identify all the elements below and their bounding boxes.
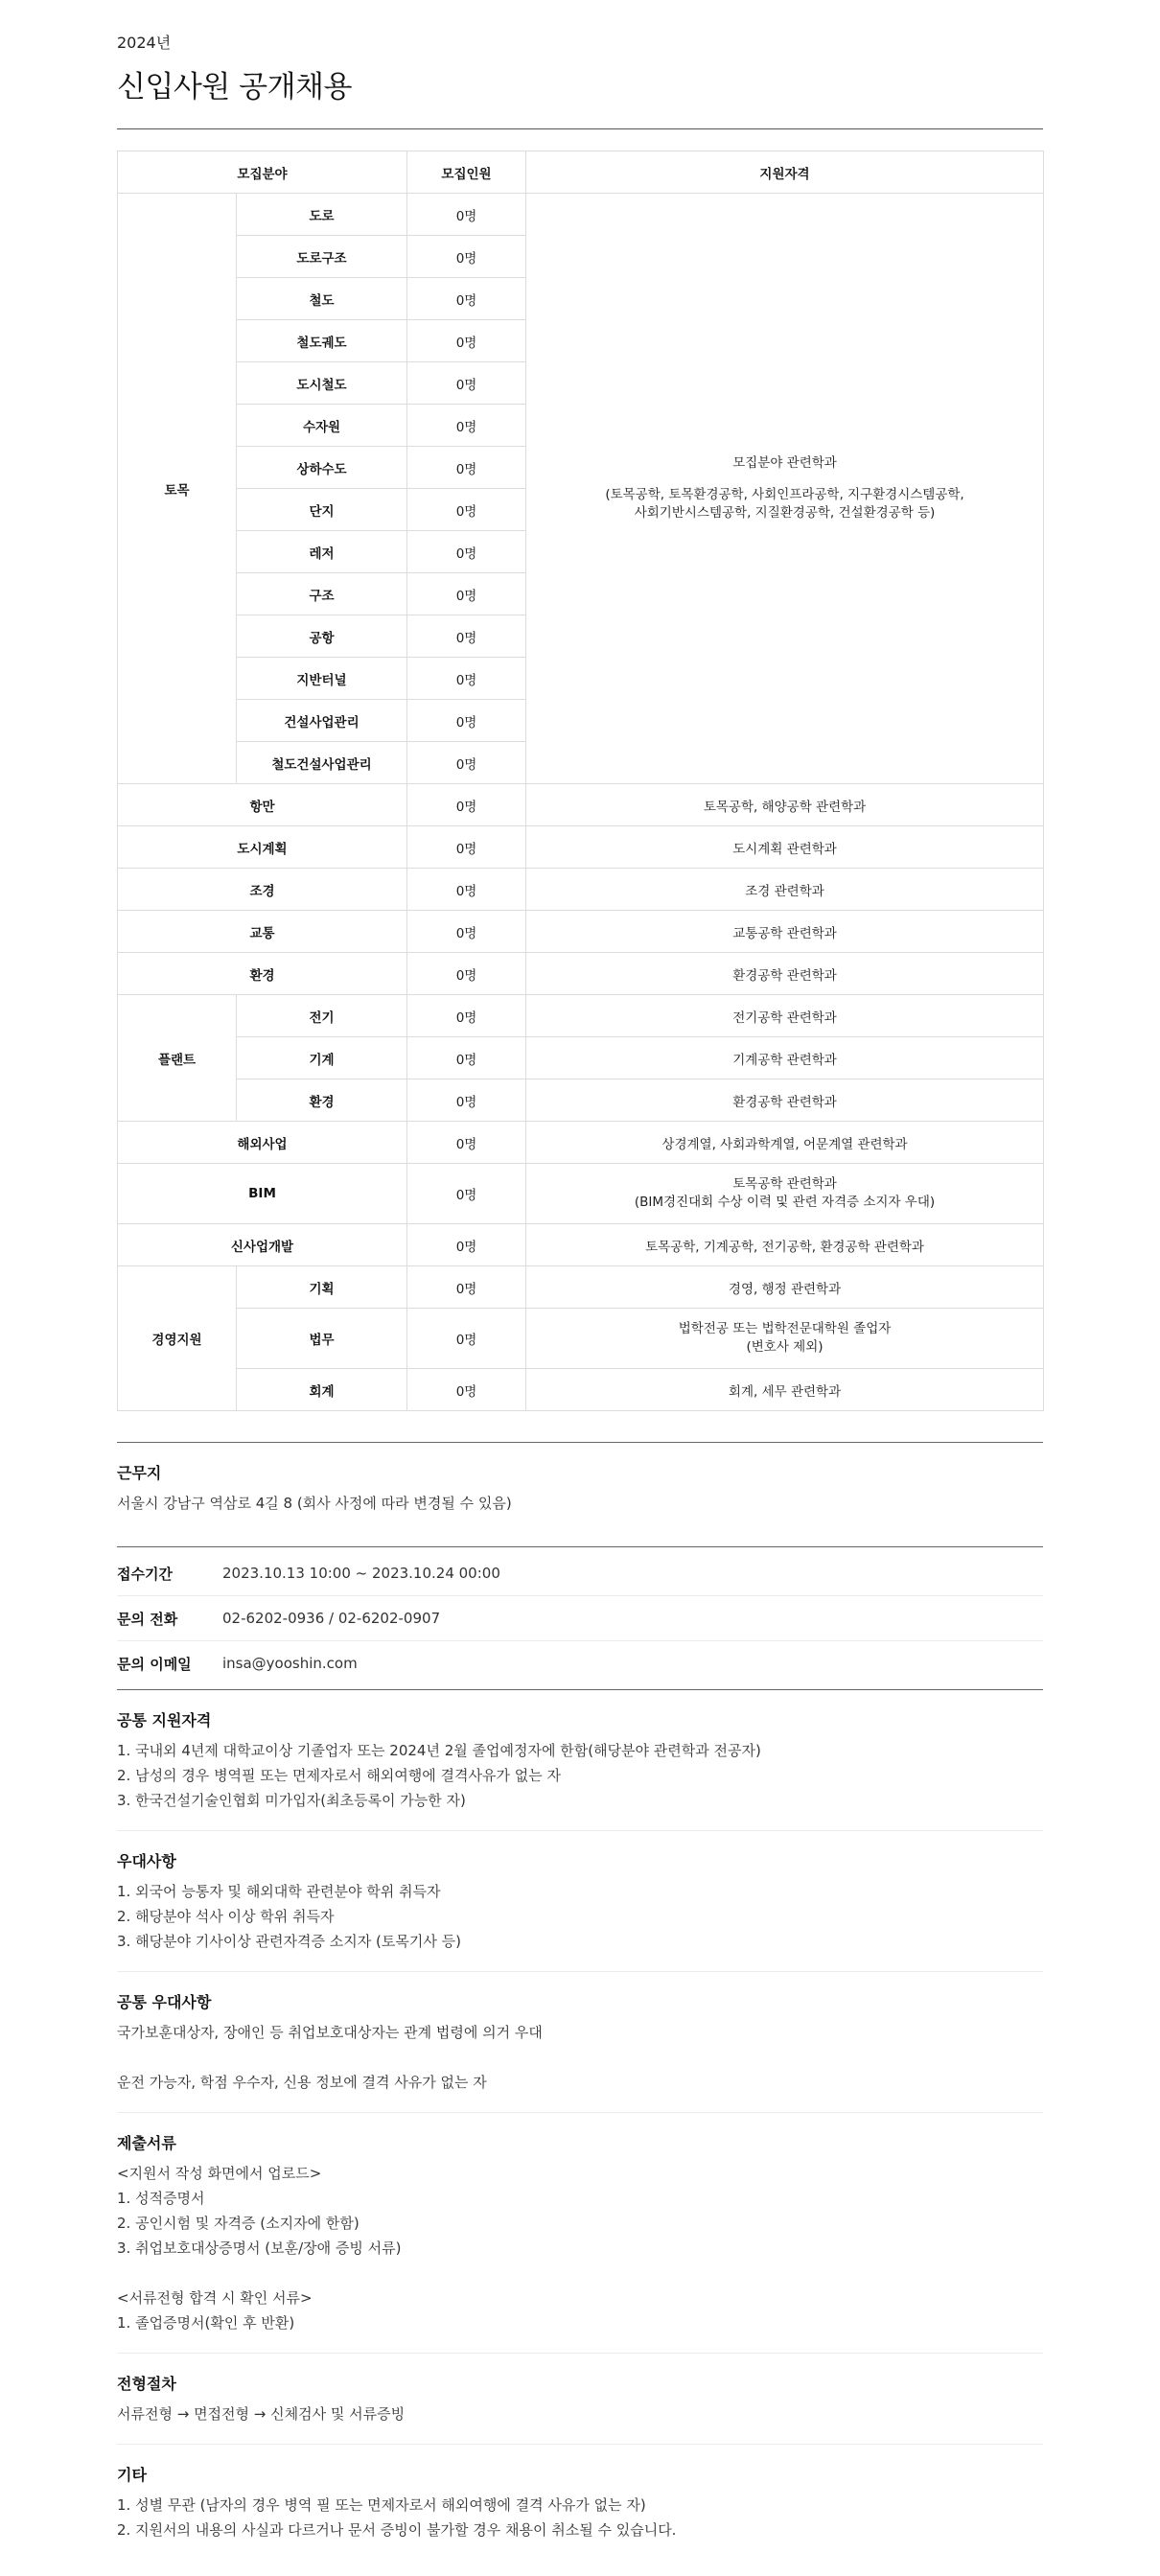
list-item: 1. 성적증명서 [117,2190,205,2207]
list-item: 2. 지원서의 내용의 사실과 다르거나 문서 증빙이 불가할 경우 채용이 취소될 수 있습니다. [117,2521,677,2539]
list-item: 국가보훈대상자, 장애인 등 취업보호대상자는 관계 법령에 의거 우대 [117,2024,543,2041]
qualification-cell: 조경 관련학과 [526,869,1044,911]
count-cell: 0명 [407,869,526,911]
table-row [118,826,1044,869]
count-cell: 0명 [407,1369,526,1411]
count-cell: 0명 [407,742,526,784]
table-row [118,1037,1044,1079]
list-item: 2. 남성의 경우 병역필 또는 면제자로서 해외여행에 결격사유가 없는 자 [117,1767,561,1784]
count-cell: 0명 [407,1266,526,1309]
field-cell: 회계 [237,1369,407,1411]
count-cell: 0명 [407,1122,526,1164]
table-row [118,911,1044,953]
count-cell: 0명 [407,531,526,573]
table-row [118,1079,1044,1122]
list-item: 3. 해당분야 기사이상 관련자격증 소지자 (토목기사 등) [117,1933,461,1950]
page-content [117,0,1043,2560]
email-label: 문의 이메일 [117,1655,192,1673]
header-field: 모집분야 [118,151,407,194]
etc-section [117,2445,1043,2560]
qualification-line: 토목공학 관련학과 [732,1176,837,1192]
qualification-line: 모집분야 관련학과 [732,455,837,471]
count-cell: 0명 [407,320,526,362]
count-cell: 0명 [407,953,526,995]
table-row [118,1309,1044,1369]
qualification-cell: 경영, 행정 관련학과 [526,1266,1044,1309]
table-header-row [118,151,1044,194]
field-cell: 기획 [237,1266,407,1309]
table-row [118,1164,1044,1224]
documents-group-title: <서류전형 합격 시 확인 서류> [117,2289,313,2307]
common-preference-section [117,1972,1043,2113]
count-cell: 0명 [407,995,526,1037]
page-title: 신입사원 공개채용 [117,70,352,104]
list-item: 2. 해당분야 석사 이상 학위 취득자 [117,1908,335,1925]
table-row [118,995,1044,1037]
count-cell: 0명 [407,236,526,278]
email-row [117,1641,1043,1685]
process-section [117,2354,1043,2445]
period-label: 접수기간 [117,1565,173,1583]
qualification-cell: 환경공학 관련학과 [526,1079,1044,1122]
count-cell: 0명 [407,1079,526,1122]
section-heading: 제출서류 [117,2134,176,2152]
field-cell: 구조 [237,573,407,615]
count-cell: 0명 [407,573,526,615]
qualification-line: (BIM경진대회 수상 이력 및 관련 자격증 소지자 우대) [634,1195,936,1210]
field-cell: 항만 [118,784,407,826]
list-item: 운전 가능자, 학점 우수자, 신용 정보에 결격 사유가 없는 자 [117,2074,487,2091]
table-row [118,194,1044,236]
qualification-cell: 도시계획 관련학과 [526,826,1044,869]
count-cell: 0명 [407,1309,526,1369]
section-heading: 기타 [117,2466,147,2484]
count-cell: 0명 [407,784,526,826]
field-cell: 레저 [237,531,407,573]
table-row [118,1266,1044,1309]
field-cell: 수자원 [237,405,407,447]
qualification-cell: 토목공학, 해양공학 관련학과 [526,784,1044,826]
count-cell: 0명 [407,405,526,447]
workplace-section [117,1443,1043,1533]
count-cell: 0명 [407,1164,526,1224]
field-cell: 전기 [237,995,407,1037]
field-cell: 도시철도 [237,362,407,405]
count-cell: 0명 [407,826,526,869]
field-cell: 지반터널 [237,658,407,700]
field-cell: 공항 [237,615,407,658]
field-cell: BIM [118,1164,407,1224]
list-item: 1. 졸업증명서(확인 후 반환) [117,2314,295,2332]
civil-qualification [526,194,1044,784]
count-cell: 0명 [407,615,526,658]
field-cell: 단지 [237,489,407,531]
field-cell: 기계 [237,1037,407,1079]
page-year: 2024년 [117,34,172,52]
count-cell: 0명 [407,278,526,320]
table-row [118,953,1044,995]
qualification-line: 법학전공 또는 법학전문대학원 졸업자 [678,1321,892,1336]
list-item: 1. 외국어 능통자 및 해외대학 관련분야 학위 취득자 [117,1883,441,1900]
field-cell: 법무 [237,1309,407,1369]
process-text: 서류전형 → 면접전형 → 신체검사 및 서류증빙 [117,2405,406,2423]
header-count: 모집인원 [407,151,526,194]
qualification-line: (변호사 제외) [746,1339,824,1355]
count-cell: 0명 [407,447,526,489]
preference-section [117,1831,1043,1972]
qualification-cell: 회계, 세무 관련학과 [526,1369,1044,1411]
qualification-line: 사회기반시스템공학, 지질환경공학, 건설환경공학 등) [634,505,936,521]
table-row [118,784,1044,826]
field-cell: 환경 [237,1079,407,1122]
field-cell: 도시계획 [118,826,407,869]
field-cell: 상하수도 [237,447,407,489]
common-qualification-section [117,1690,1043,1831]
group-management: 경영지원 [118,1266,237,1411]
count-cell: 0명 [407,1037,526,1079]
count-cell: 0명 [407,700,526,742]
list-item: 2. 공인시험 및 자격증 (소지자에 한함) [117,2215,360,2232]
count-cell: 0명 [407,658,526,700]
recruitment-table [117,151,1044,1411]
contact-info [117,1547,1043,1685]
list-item: 1. 국내외 4년제 대학교이상 기졸업자 또는 2024년 2월 졸업예정자에 한함(해당분야 관련학과 전공자) [117,1742,761,1759]
documents-section [117,2113,1043,2354]
count-cell: 0명 [407,194,526,236]
header-qualification: 지원자격 [526,151,1044,194]
phone-value[interactable]: 02-6202-0936 / 02-6202-0907 [222,1610,441,1627]
group-plant: 플랜트 [118,995,237,1122]
field-cell: 철도궤도 [237,320,407,362]
count-cell: 0명 [407,362,526,405]
field-cell: 도로구조 [237,236,407,278]
title-divider [117,128,1043,129]
field-cell: 도로 [237,194,407,236]
count-cell: 0명 [407,489,526,531]
field-cell: 철도 [237,278,407,320]
field-cell: 건설사업관리 [237,700,407,742]
workplace-heading: 근무지 [117,1464,162,1482]
qualification-cell: 기계공학 관련학과 [526,1037,1044,1079]
qualification-cell: 상경계열, 사회과학계열, 어문계열 관련학과 [526,1122,1044,1164]
section-heading: 전형절차 [117,2375,176,2393]
phone-label: 문의 전화 [117,1610,178,1628]
section-heading: 공통 지원자격 [117,1711,212,1729]
table-row [118,1224,1044,1266]
period-value: 2023.10.13 10:00 ~ 2023.10.24 00:00 [222,1565,500,1582]
field-cell: 환경 [118,953,407,995]
field-cell: 해외사업 [118,1122,407,1164]
workplace-text: 서울시 강남구 역삼로 4길 8 (회사 사정에 따라 변경될 수 있음) [117,1495,512,1512]
field-cell: 신사업개발 [118,1224,407,1266]
email-value[interactable]: insa@yooshin.com [222,1655,358,1672]
list-item: 3. 취업보호대상증명서 (보훈/장애 증빙 서류) [117,2239,402,2257]
group-civil: 토목 [118,194,237,784]
field-cell: 철도건설사업관리 [237,742,407,784]
table-row [118,1122,1044,1164]
documents-group-title: <지원서 작성 화면에서 업로드> [117,2165,322,2182]
section-heading: 공통 우대사항 [117,1993,212,2011]
field-cell: 조경 [118,869,407,911]
table-row [118,1369,1044,1411]
period-row [117,1551,1043,1596]
list-item: 1. 성별 무관 (남자의 경우 병역 필 또는 면제자로서 해외여행에 결격 사유가 없는 자) [117,2496,646,2514]
qualification-cell: 환경공학 관련학과 [526,953,1044,995]
count-cell: 0명 [407,911,526,953]
field-cell: 교통 [118,911,407,953]
qualification-cell: 토목공학, 기계공학, 전기공학, 환경공학 관련학과 [526,1224,1044,1266]
qualification-line: (토목공학, 토목환경공학, 사회인프라공학, 지구환경시스템공학, [605,487,964,502]
qualification-cell [526,1164,1044,1224]
qualification-cell [526,1309,1044,1369]
list-item: 3. 한국건설기술인협회 미가입자(최초등록이 가능한 자) [117,1792,466,1809]
section-heading: 우대사항 [117,1852,176,1870]
qualification-cell: 전기공학 관련학과 [526,995,1044,1037]
qualification-cell: 교통공학 관련학과 [526,911,1044,953]
table-row [118,869,1044,911]
phone-row [117,1596,1043,1641]
count-cell: 0명 [407,1224,526,1266]
